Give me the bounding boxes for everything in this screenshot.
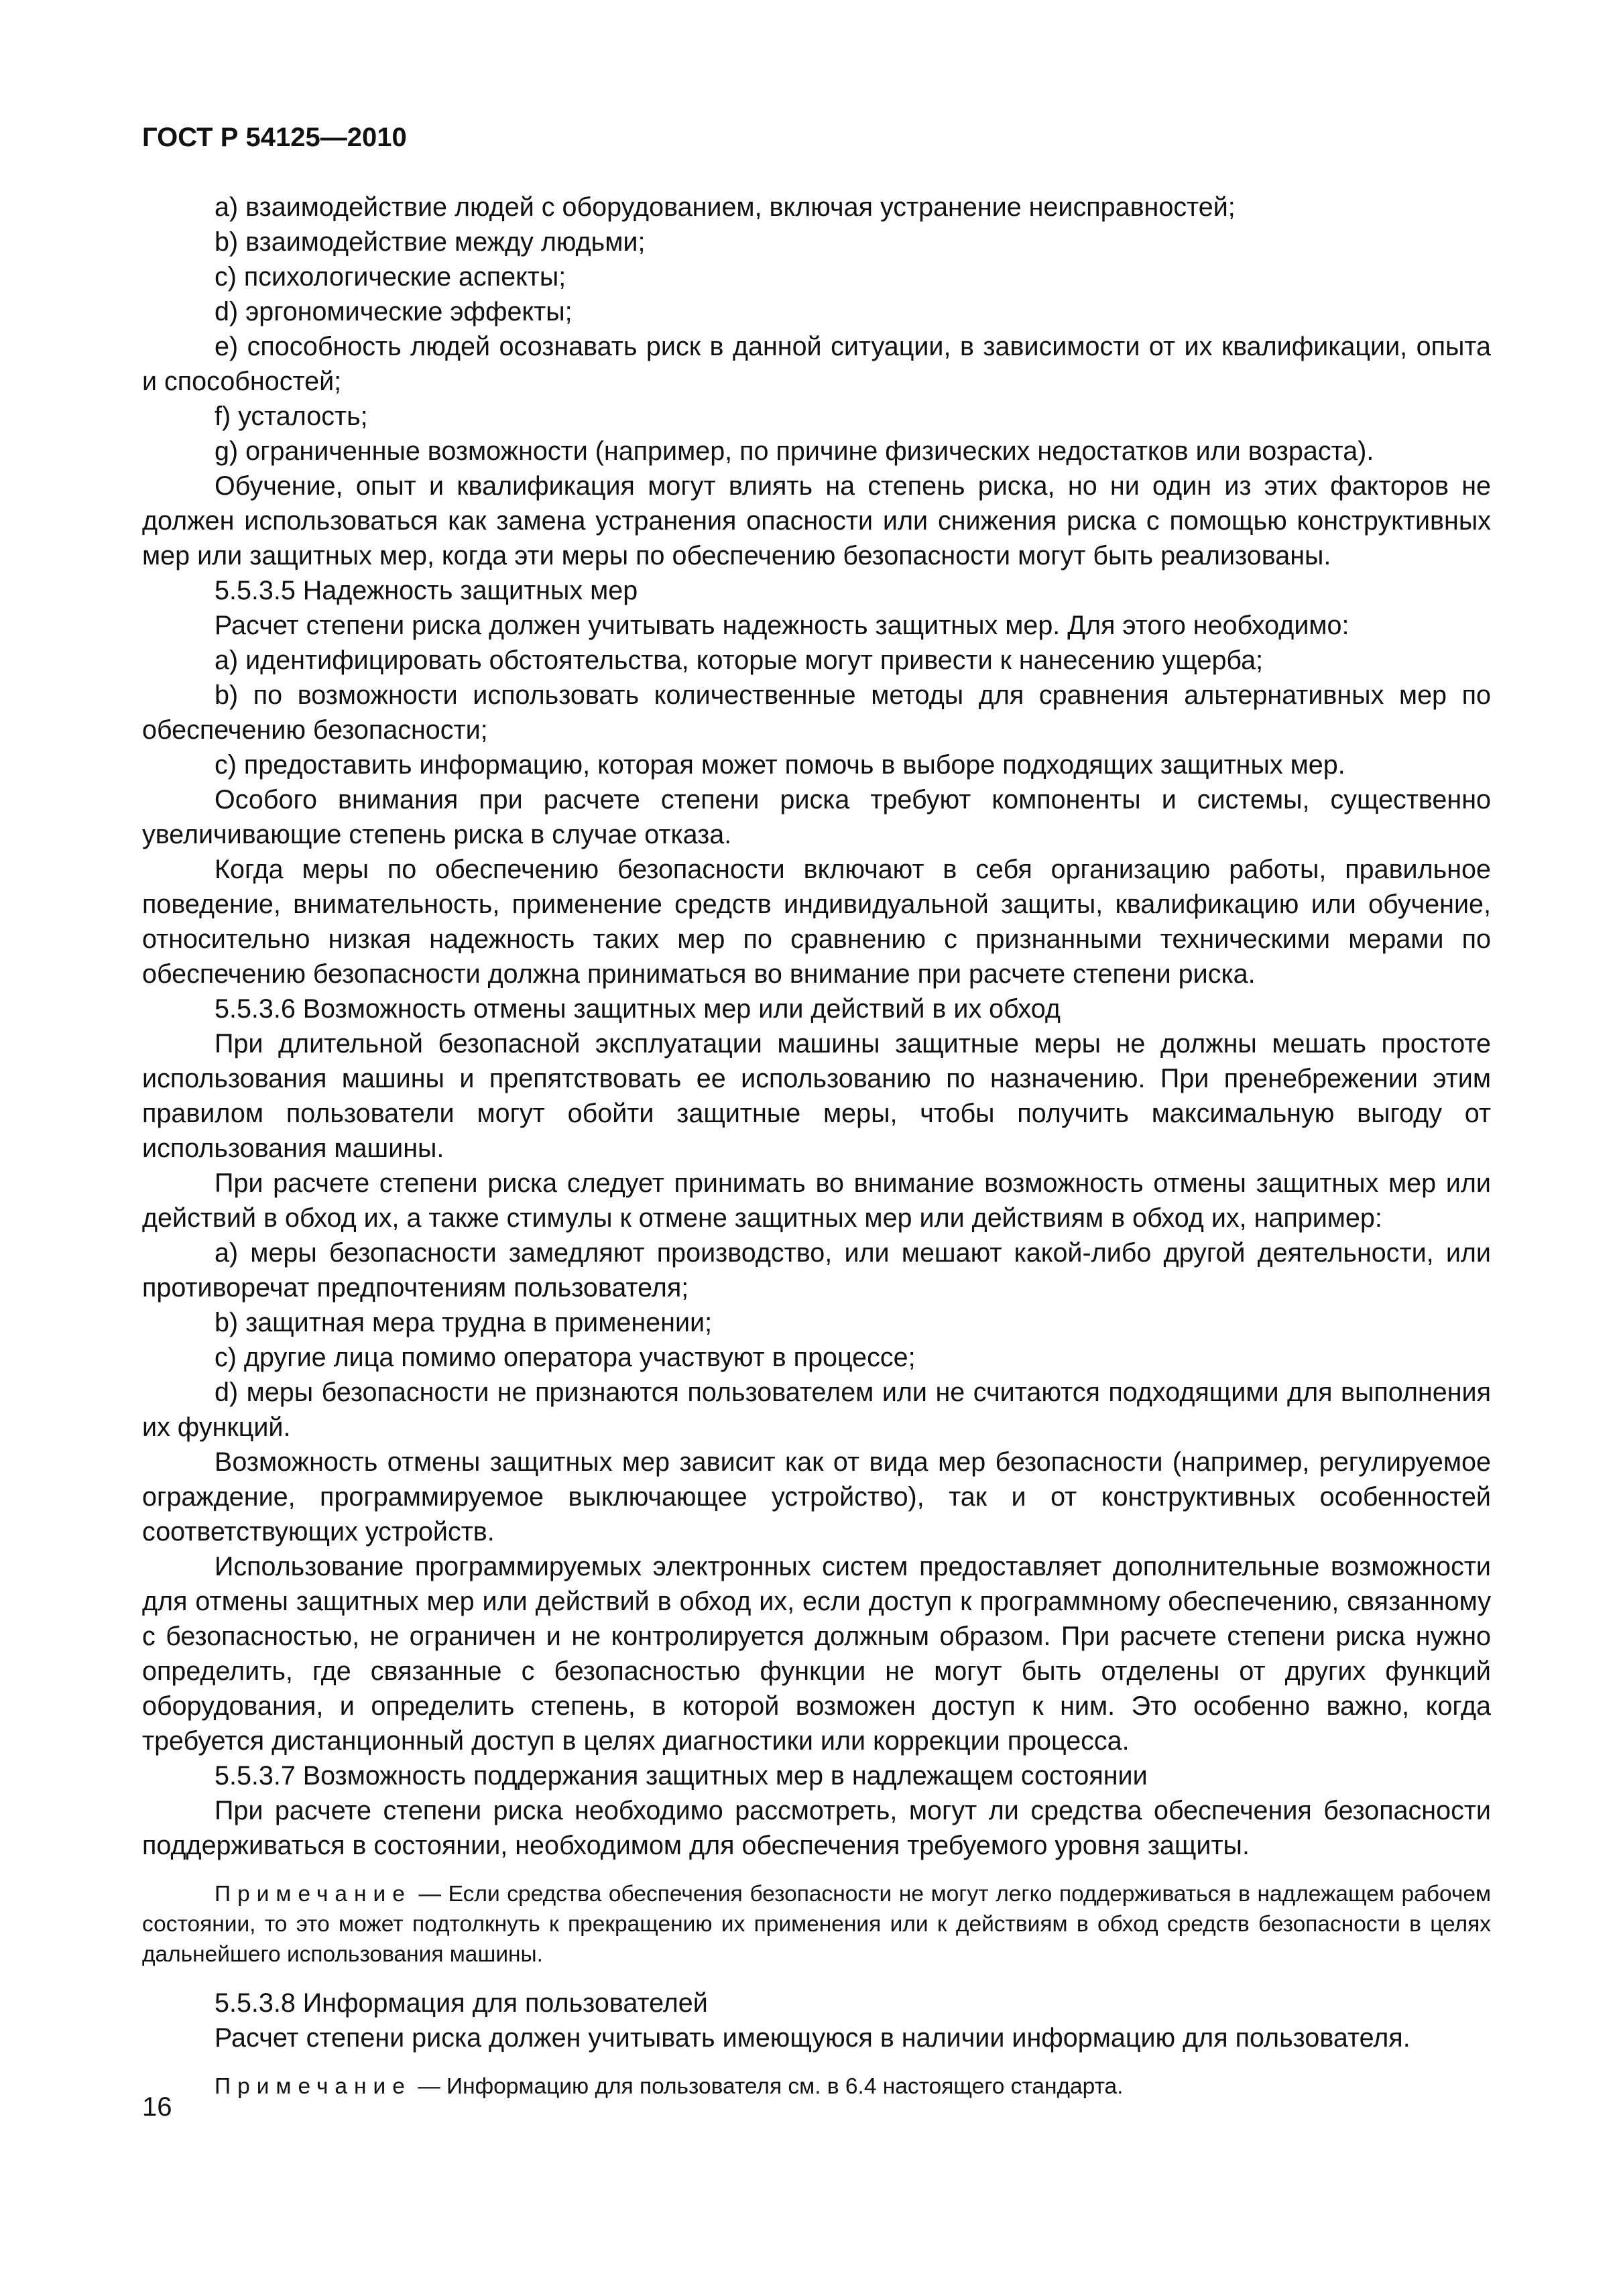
paragraph: c) предоставить информацию, которая может помочь в выборе подходящих защитных мер.	[215, 750, 1345, 780]
paragraph: c) другие лица помимо оператора участвуют в процессе;	[215, 1343, 916, 1372]
note-label: Примечание	[215, 1882, 412, 1907]
paragraph: При длительной безопасной эксплуатации машины защитные меры не должны мешать простоте использования машины и препятствовать ее использованию по назначению. При пренебрежении этим правилом пользователи могут обойти защитные меры, чтобы получить максимальную выгоду от использования машины.	[142, 1029, 1491, 1163]
paragraph: Расчет степени риска должен учитывать надежность защитных мер. Для этого необходимо:	[215, 611, 1349, 640]
note-label: Примечание	[215, 2074, 412, 2099]
paragraph: d) эргономические эффекты;	[215, 297, 573, 326]
paragraph: а) идентифицировать обстоятельства, которые могут привести к нанесению ущерба;	[215, 646, 1264, 675]
paragraph: b) взаимодействие между людьми;	[215, 227, 646, 257]
paragraph: f) усталость;	[215, 402, 368, 431]
paragraph: b) защитная мера трудна в применении;	[215, 1308, 713, 1337]
paragraph: а) взаимодействие людей с оборудованием, включая устранение неисправностей;	[215, 192, 1236, 222]
paragraph: При расчете степени риска необходимо рассмотреть, могут ли средства обеспечения безопасности поддерживаться в состоянии, необходимом для обеспечения требуемого уровня защиты.	[142, 1796, 1491, 1860]
paragraph: g) ограниченные возможности (например, по причине физических недостатков или возраста).	[215, 436, 1374, 466]
paragraph: а) меры безопасности замедляют производство, или мешают какой-либо другой деятельности, или противоречат предпочтениям пользователя;	[142, 1238, 1491, 1303]
paragraph: e) способность людей осознавать риск в данной ситуации, в зависимости от их квалификации, опыта и способностей;	[142, 332, 1491, 396]
paragraph: c) психологические аспекты;	[215, 262, 566, 292]
note-block	[142, 1879, 1491, 1970]
paragraph: Когда меры по обеспечению безопасности включают в себя организацию работы, правильное поведение, внимательность, применение средств индивидуальной защиты, квалификацию или обучение, относительно низкая надежность таких мер по сравнению с признанными техническими мерами по обеспечению безопасности должна приниматься во внимание при расчете степени риска.	[142, 855, 1491, 989]
paragraph: Возможность отмены защитных мер зависит как от вида мер безопасности (например, регулируемое ограждение, программируемое выключающее устройство), так и от конструктивных особенностей соответствующих устройств.	[142, 1447, 1491, 1547]
document-header: ГОСТ Р 54125—2010	[142, 123, 407, 152]
note-block	[142, 2071, 1491, 2102]
paragraph: d) меры безопасности не признаются пользователем или не считаются подходящими для выполнения их функций.	[142, 1378, 1491, 1442]
note-text: — Если средства обеспечения безопасности не могут легко поддерживаться в надлежащем рабочем состоянии, то это может подтолкнуть к прекращению их применения или к действиям в обход средств безопасности в целях дальнейшего использования машины.	[142, 1882, 1491, 1967]
section-heading: 5.5.3.6 Возможность отмены защитных мер или действий в их обход	[215, 994, 1061, 1024]
paragraph: Расчет степени риска должен учитывать имеющуюся в наличии информацию для пользователя.	[215, 2023, 1410, 2053]
section-heading: 5.5.3.8 Информация для пользователей	[215, 1988, 708, 2018]
paragraph: Использование программируемых электронных систем предоставляет дополнительные возможности для отмены защитных мер или действий в обход их, если доступ к программному обеспечению, связанному с безопасностью, не ограничен и не контролируется должным образом. При расчете степени риска нужно определить, где связанные с безопасностью функции не могут быть отделены от других функций оборудования, и определить степень, в которой возможен доступ к ним. Это особенно важно, когда требуется дистанционный доступ в целях диагностики или коррекции процесса.	[142, 1552, 1491, 1756]
body-text-1	[142, 190, 1491, 1863]
section-heading: 5.5.3.7 Возможность поддержания защитных мер в надлежащем состоянии	[215, 1761, 1148, 1791]
page-number: 16	[142, 2092, 172, 2122]
body-text-2	[142, 1986, 1491, 2055]
paragraph: Особого внимания при расчете степени риска требуют компоненты и системы, существенно увеличивающие степень риска в случае отказа.	[142, 785, 1491, 849]
document-page	[142, 117, 1491, 2118]
note-text: — Информацию для пользователя см. в 6.4 настоящего стандарта.	[418, 2074, 1124, 2099]
paragraph: При расчете степени риска следует принимать во внимание возможность отмены защитных мер или действий в обход их, а также стимулы к отмене защитных мер или действиям в обход их, например:	[142, 1168, 1491, 1233]
section-heading: 5.5.3.5 Надежность защитных мер	[215, 576, 638, 605]
paragraph: Обучение, опыт и квалификация могут влиять на степень риска, но ни один из этих факторов не должен использоваться как замена устранения опасности или снижения риска с помощью конструктивных мер или защитных мер, когда эти меры по обеспечению безопасности могут быть реализованы.	[142, 471, 1491, 570]
paragraph: b) по возможности использовать количественные методы для сравнения альтернативных мер по обеспечению безопасности;	[142, 680, 1491, 745]
